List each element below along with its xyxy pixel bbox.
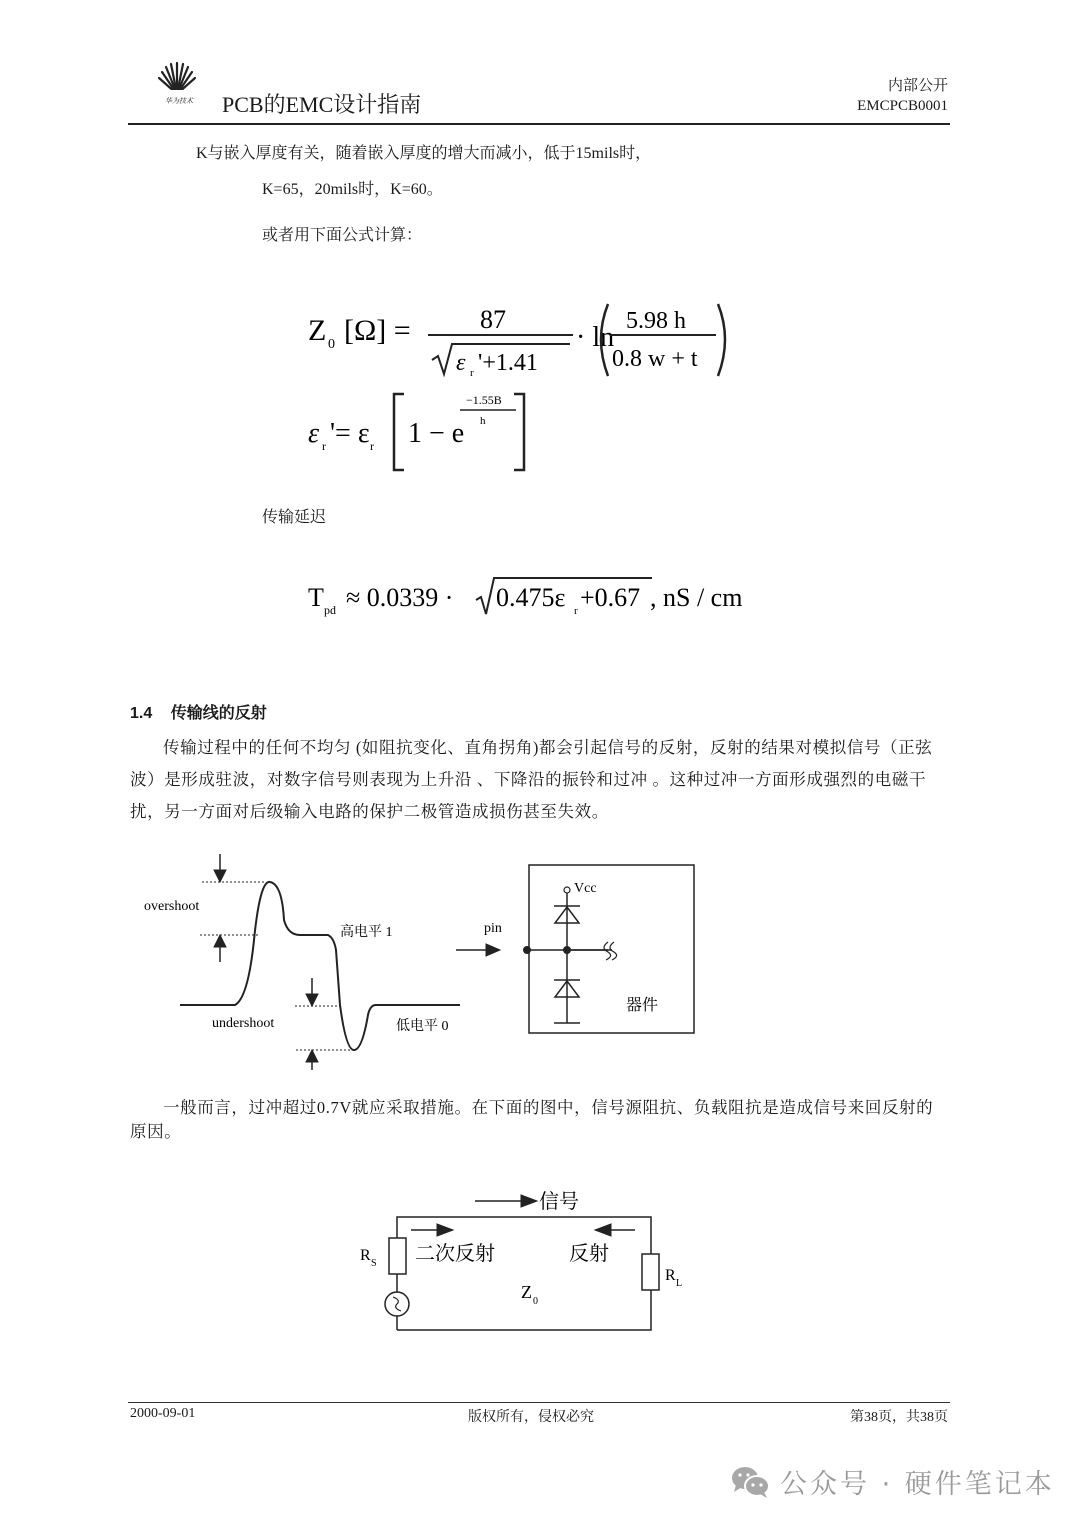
svg-text:87: 87 — [480, 305, 506, 334]
z0-symbol: Z — [308, 314, 327, 347]
load-resistor — [642, 1254, 659, 1290]
svg-text:≈ 0.0339 ·: ≈ 0.0339 · — [346, 583, 454, 612]
undershoot-label: undershoot — [212, 1016, 275, 1031]
logo-caption: 华为技术 — [165, 97, 193, 105]
device-label: 器件 — [626, 997, 659, 1014]
watermark-text: 公众号 · 硬件笔记本 — [780, 1469, 1055, 1500]
section-heading — [130, 700, 267, 723]
footer-date: 2000-09-01 — [130, 1406, 196, 1421]
svg-text:+0.67: +0.67 — [580, 583, 641, 612]
footer-page-number: 第38页，共38页 — [850, 1410, 948, 1425]
reflection-arrow-icon — [595, 1224, 611, 1236]
company-logo — [155, 62, 199, 108]
intro-line-2: K=65，20mils时，K=60。 — [262, 181, 443, 198]
signal-label: 信号 — [539, 1191, 579, 1213]
figure-transmission-line-reflection — [355, 1180, 695, 1350]
secondary-reflection-label: 二次反射 — [415, 1243, 495, 1265]
svg-text:r: r — [322, 439, 326, 453]
section-paragraph: 传输过程中的任何不均匀 (如阻抗变化、直角拐角)都会引起信号的反射，反射的结果对模拟信号（正弦波）是形成驻波，对数字信号则表现为上升沿 、下降沿的振铃和过冲 。这种过冲一方面形成强烈的电磁干扰，另一方面对后级输入电路的保护二极管造成损伤甚至失效。 — [130, 738, 933, 821]
reflection-label: 反射 — [569, 1243, 609, 1265]
source-resistor — [389, 1238, 406, 1274]
wechat-icon — [730, 1465, 772, 1499]
internal-circuit-icon — [604, 942, 617, 960]
pin-label: pin — [484, 921, 502, 936]
svg-text:0: 0 — [328, 337, 335, 352]
intro-line-1: K与嵌入厚度有关，随着嵌入厚度的增大而减小，低于15mils时， — [196, 145, 652, 162]
section-title: 传输线的反射 — [170, 705, 267, 722]
document-title: PCB的EMC设计指南 — [222, 92, 422, 117]
svg-text:r: r — [370, 439, 374, 453]
svg-text:1 − e: 1 − e — [408, 418, 465, 449]
svg-text:S: S — [371, 1258, 377, 1269]
svg-text:T: T — [308, 583, 324, 612]
svg-text:R: R — [360, 1247, 371, 1264]
low-level-label: 低电平 0 — [396, 1019, 449, 1034]
pin-arrow-icon — [486, 944, 500, 956]
propagation-delay-label: 传输延迟 — [262, 509, 327, 526]
svg-text:r: r — [574, 605, 578, 617]
svg-text:r: r — [470, 367, 474, 379]
figure-protection-diode-device — [450, 860, 700, 1040]
svg-text:−1.55B: −1.55B — [466, 393, 502, 407]
svg-text:5.98 h: 5.98 h — [626, 308, 686, 334]
svg-text:L: L — [676, 1278, 683, 1289]
header-divider — [128, 123, 950, 125]
svg-text:0: 0 — [533, 1296, 538, 1307]
formula-propagation-delay — [308, 572, 768, 622]
footer-copyright: 版权所有，侵权必究 — [468, 1410, 594, 1425]
svg-text:'= ε: '= ε — [330, 418, 370, 449]
svg-text:0.8 w + t: 0.8 w + t — [612, 346, 698, 372]
high-level-label: 高电平 1 — [340, 925, 393, 940]
svg-text:[Ω] =: [Ω] = — [344, 314, 411, 347]
svg-text:ε: ε — [308, 418, 320, 449]
svg-text:· ln: · ln — [576, 322, 615, 353]
watermark — [730, 1462, 1055, 1501]
document-id: EMCPCB0001 — [857, 98, 948, 114]
formula-z0 — [308, 292, 738, 382]
secondary-reflection-arrow-icon — [437, 1224, 453, 1236]
svg-text:Z: Z — [521, 1282, 532, 1302]
figure-overshoot-waveform — [130, 840, 470, 1070]
overshoot-paragraph: 一般而言，过冲超过0.7V就应采取措施。在下面的图中，信号源阻抗、负载阻抗是造成信号来回反射的原因。 — [130, 1098, 934, 1141]
overshoot-label: overshoot — [144, 899, 200, 914]
svg-text:pd: pd — [324, 603, 336, 617]
section-number: 1.4 — [130, 705, 153, 722]
svg-text:'+1.41: '+1.41 — [478, 350, 538, 376]
footer-divider — [128, 1402, 950, 1403]
svg-text:ε: ε — [456, 350, 466, 376]
intro-line-3: 或者用下面公式计算： — [262, 227, 423, 244]
svg-text:0.475ε: 0.475ε — [496, 583, 566, 612]
formula-effective-permittivity — [308, 386, 548, 476]
svg-text:h: h — [480, 415, 486, 427]
signal-arrow-icon — [521, 1195, 537, 1207]
svg-text:R: R — [665, 1267, 676, 1284]
svg-text:, nS / cm: , nS / cm — [650, 583, 743, 612]
classification: 内部公开 — [887, 78, 948, 94]
vcc-label: Vcc — [574, 881, 597, 896]
